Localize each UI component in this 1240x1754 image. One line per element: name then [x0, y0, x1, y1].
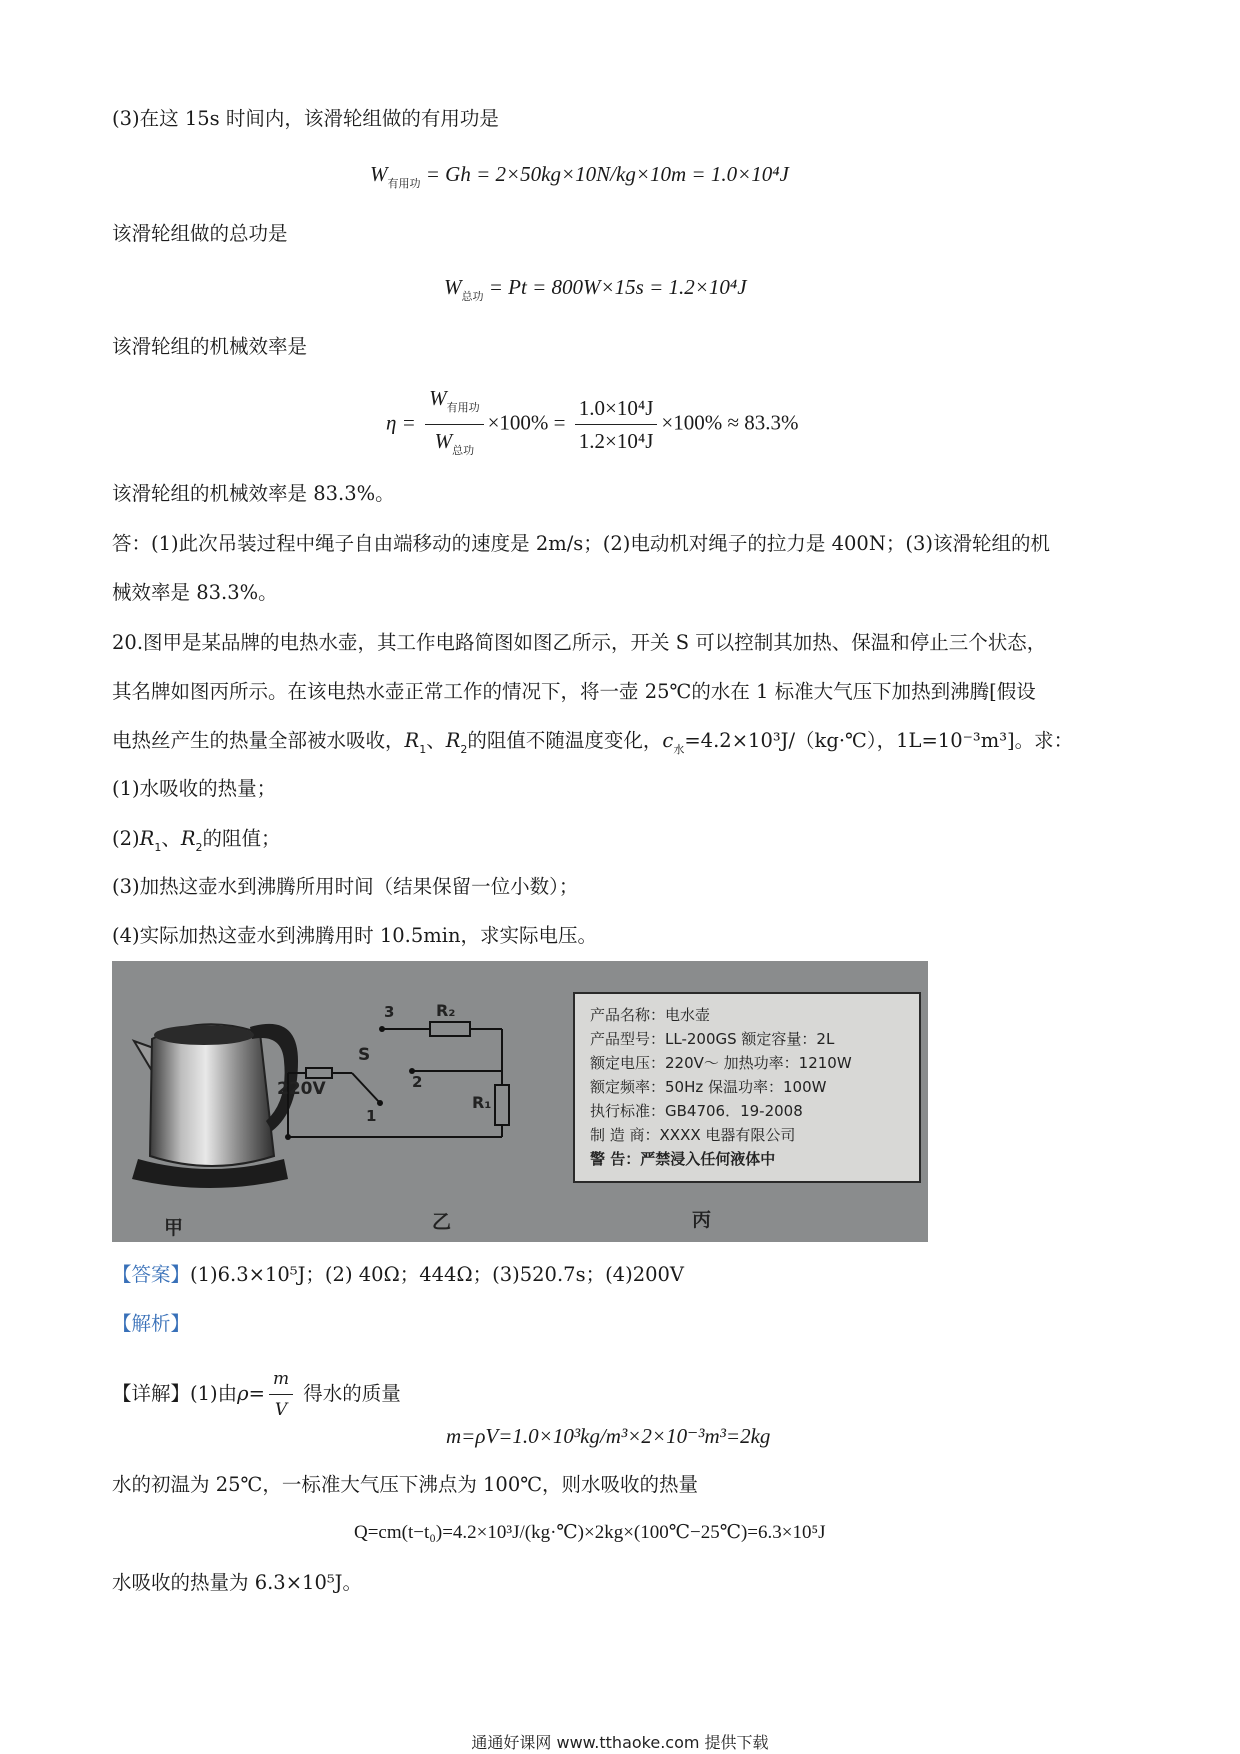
- nameplate-row: 产品名称：电水壶: [590, 1006, 711, 1024]
- node-3-label: 3: [384, 1003, 395, 1021]
- nameplate-row: 执行标准：GB4706．19-2008: [590, 1102, 803, 1120]
- question-3: (3)加热这壶水到沸腾所用时间（结果保留一位小数）；: [112, 875, 579, 898]
- fraction: $\frac{W_{有用功}}{W_{总功}}$: [425, 384, 484, 465]
- nameplate-row: 额定电压：220V～ 加热功率：1210W: [590, 1054, 852, 1072]
- text-line: 水的初温为 25℃，一标准大气压下沸点为 100℃，则水吸收的热量: [112, 1473, 699, 1496]
- equation-useful-work: $W_{有用功} = Gh = 2\times 50kg\times 10N/kg\times 10m = 1.0\times 10^4J$: [370, 162, 789, 190]
- analysis-label: 【解析】: [112, 1312, 191, 1335]
- text-line: 电热丝产生的热量全部被水吸收，$R_1$、$R_2$的阻值不随温度变化，$c_水=4.2\times 10^3J/(kg\cdot℃)$，1L=10⁻³m³]。求：: [112, 729, 1074, 756]
- text-line: 该滑轮组的机械效率是: [112, 335, 308, 358]
- text-line: (3)在这 15s 时间内，该滑轮组做的有用功是: [112, 107, 499, 130]
- answer-line: 【答案】(1)6.3×10⁵J；(2) 40Ω；444Ω；(3)520.7s；(4)200V: [112, 1263, 684, 1286]
- detail-line: 【详解】(1)由ρ= $\frac{m}{V}$ 得水的质量: [112, 1366, 401, 1423]
- text-line: 其名牌如图丙所示。在该电热水壶正常工作的情况下，将一壶 25℃的水在 1 标准大气压下加热到沸腾[假设: [112, 680, 1036, 703]
- voltage-label: 220V: [277, 1079, 326, 1099]
- figure-kettle-circuit-nameplate: [112, 961, 928, 1242]
- nameplate: [573, 992, 921, 1183]
- question-2: $(2)R_1$、$R_2$的阻值；: [112, 827, 281, 854]
- text-line: 水吸收的热量为 6.3×10⁵J。: [112, 1571, 362, 1594]
- switch-label: S: [358, 1045, 371, 1065]
- node-1-label: 1: [366, 1107, 377, 1125]
- equation-efficiency: η = $\frac{W_{有用功}}{W_{总功}}$ ×100% = $\frac{\text{1.0×10⁴J}}{\text{1.2×10⁴J}}$ ×100% ≈ 83.3%: [386, 384, 798, 465]
- text-line: 该滑轮组的机械效率是 83.3%。: [112, 482, 395, 505]
- kettle-image: [132, 1024, 298, 1188]
- node-2-label: 2: [412, 1073, 423, 1091]
- nameplate-row: 警 告：严禁浸入任何液体中: [590, 1150, 776, 1168]
- text-line: 该滑轮组做的总功是: [112, 222, 288, 245]
- equation-heat: Q=cm(t−t₀)=4.2×10³J/(kg·℃)×2kg×(100℃−25℃)=6.3×10⁵J: [354, 1522, 826, 1543]
- question-1: (1)水吸收的热量；: [112, 777, 277, 800]
- caption-yi: 乙: [432, 1211, 452, 1233]
- nameplate-row: 额定频率：50Hz 保温功率：100W: [590, 1078, 827, 1096]
- r2-label: R₂: [436, 1001, 456, 1020]
- problem-20-line: 20.图甲是某品牌的电热水壶，其工作电路简图如图乙所示，开关 S 可以控制其加热、保温和停止三个状态，: [112, 631, 1047, 654]
- fraction: $\frac{\text{1.0×10⁴J}}{\text{1.2×10⁴J}}$: [575, 394, 658, 455]
- caption-jia: 甲: [164, 1217, 184, 1239]
- text-line: 械效率是 83.3%。: [112, 581, 278, 604]
- question-4: (4)实际加热这壶水到沸腾用时 10.5min，求实际电压。: [112, 924, 598, 947]
- equation-total-work: $W_{总功} = Pt = 800W\times 15s = 1.2\times 10^4J$: [444, 275, 747, 303]
- equation-mass: m=ρV=1.0×10³kg/m³×2×10⁻³m³=2kg: [446, 1424, 771, 1448]
- footer-source: 通通好课网 www.tthaoke.com 提供下载: [471, 1733, 769, 1752]
- nameplate-row: 制 造 商：XXXX 电器有限公司: [590, 1126, 796, 1144]
- caption-bing: 丙: [692, 1209, 712, 1231]
- answer-label: 【答案】: [112, 1263, 191, 1286]
- nameplate-row: 产品型号：LL-200GS 额定容量：2L: [590, 1030, 835, 1048]
- r1-label: R₁: [472, 1093, 492, 1112]
- answer-line: 答：(1)此次吊装过程中绳子自由端移动的速度是 2m/s；(2)电动机对绳子的拉力是 400N；(3)该滑轮组的机: [112, 532, 1051, 555]
